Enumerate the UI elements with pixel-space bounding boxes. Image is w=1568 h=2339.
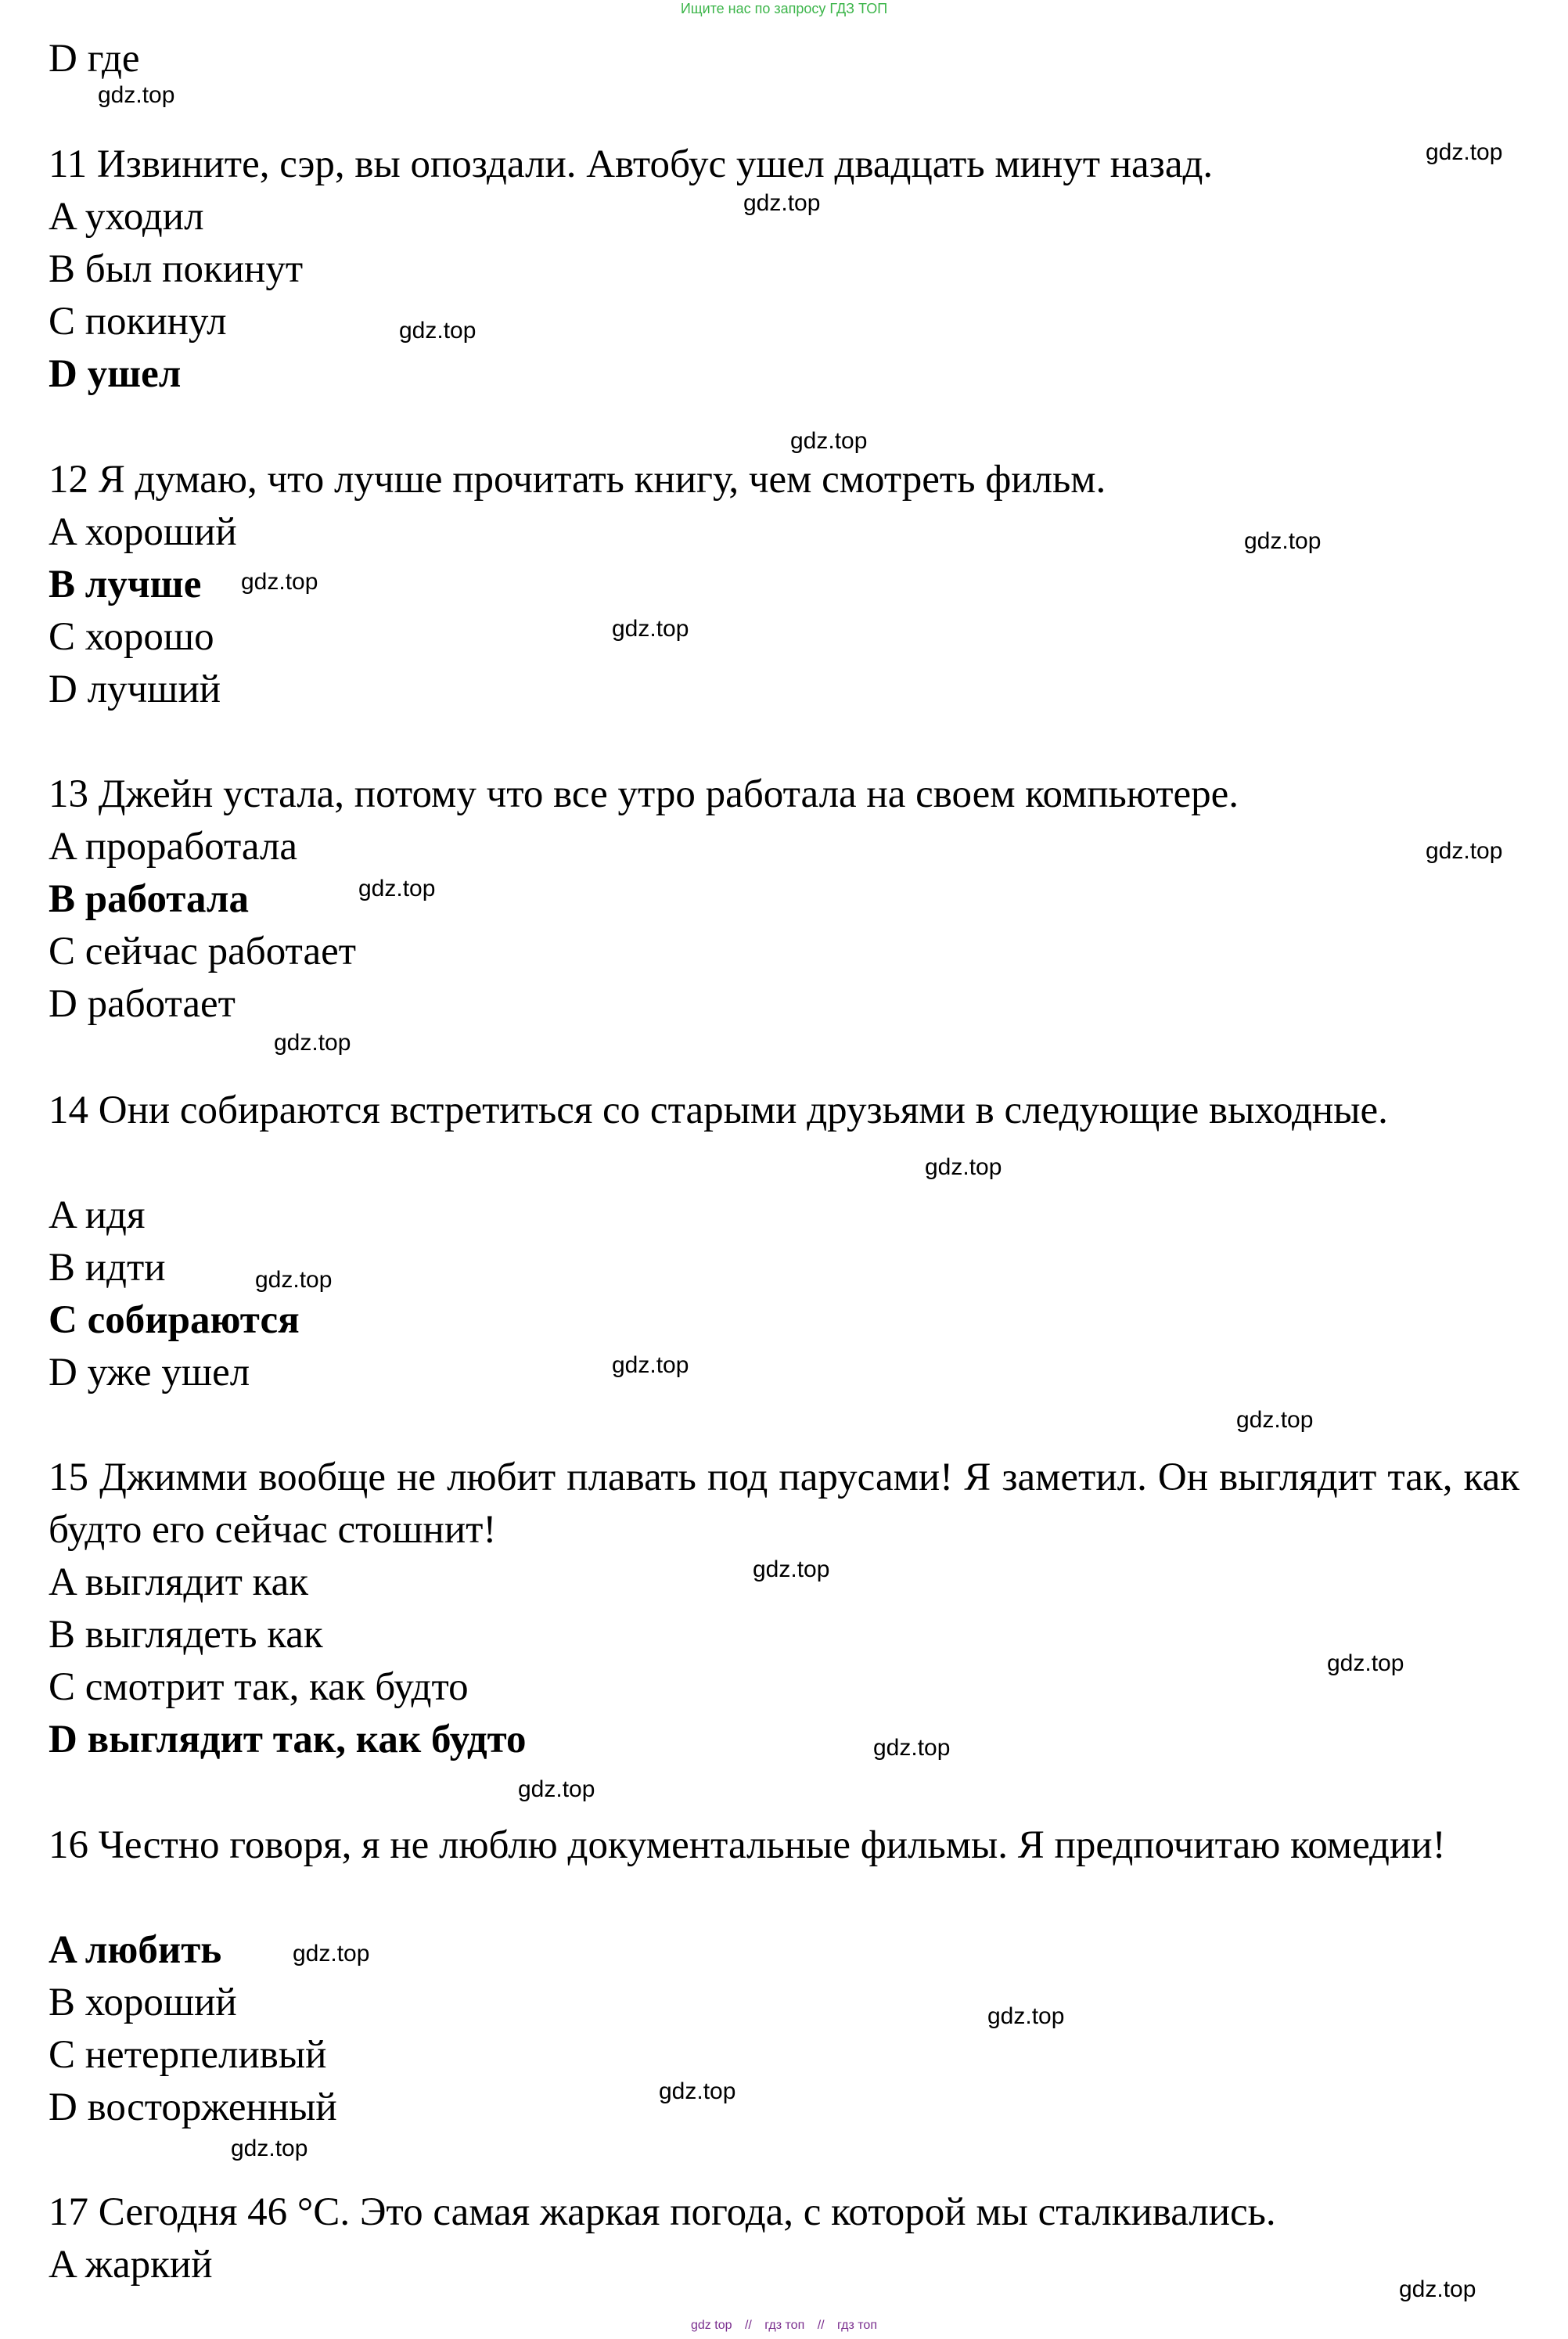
watermark: gdz.top: [612, 1352, 689, 1378]
watermark: gdz.top: [98, 82, 175, 108]
question-13-answer-b: B работала: [49, 877, 250, 921]
question-11-option-b: B был покинут: [49, 247, 304, 291]
question-16-option-d: D восторженный: [49, 2085, 337, 2129]
watermark: gdz.top: [1426, 139, 1503, 165]
watermark: gdz.top: [241, 569, 318, 595]
question-11-text: 11 Извините, сэр, вы опоздали. Автобус ушел двадцать минут назад.: [49, 142, 1214, 186]
watermark: gdz.top: [659, 2078, 736, 2104]
question-13-option-d: D работает: [49, 982, 236, 1026]
question-12-answer-b: B лучше: [49, 563, 202, 606]
question-14-answer-c: C собираются: [49, 1298, 300, 1342]
question-13-text: 13 Джейн устала, потому что все утро работала на своем компьютере.: [49, 772, 1239, 816]
question-14-text: 14 Они собираются встретиться со старыми друзьями в следующие выходные.: [49, 1089, 1388, 1132]
footer-separator: //: [817, 2319, 825, 2332]
watermark: gdz.top: [518, 1776, 595, 1802]
watermark: gdz.top: [293, 1941, 370, 1967]
watermark: gdz.top: [358, 876, 436, 901]
footer-link-gdz-top-ru-2[interactable]: гдз топ: [837, 2319, 877, 2332]
prev-option-d: D где: [49, 37, 140, 81]
watermark: gdz.top: [925, 1154, 1002, 1180]
question-15-option-c: C смотрит так, как будто: [49, 1665, 469, 1709]
watermark: gdz.top: [1236, 1407, 1314, 1433]
watermark: gdz.top: [231, 2136, 308, 2161]
question-17-text: 17 Сегодня 46 °C. Это самая жаркая погода, с которой мы сталкивались.: [49, 2190, 1276, 2234]
watermark: gdz.top: [743, 190, 821, 216]
footer-links: [0, 2318, 1568, 2334]
question-15-text: 15 Джимми вообще не любит плавать под парусами! Я заметил. Он выглядит так, как будто его сейчас стошнит!: [49, 1456, 1519, 1552]
question-15-option-b: B выглядеть как: [49, 1613, 323, 1657]
watermark: gdz.top: [274, 1030, 351, 1056]
question-11-option-c: C покинул: [49, 300, 227, 344]
watermark: gdz.top: [399, 318, 477, 344]
question-12-option-c: C хорошо: [49, 615, 214, 659]
question-13-option-a: A проработала: [49, 825, 298, 869]
footer-link-gdz-top[interactable]: gdz top: [691, 2319, 732, 2332]
watermark: gdz.top: [1426, 838, 1503, 864]
watermark: gdz.top: [612, 616, 689, 642]
top-search-notice[interactable]: Ищите нас по запросу ГДЗ ТОП: [680, 1, 888, 16]
watermark: gdz.top: [1399, 2276, 1476, 2302]
question-16-option-c: C нетерпеливый: [49, 2033, 327, 2077]
watermark: gdz.top: [753, 1556, 830, 1582]
question-12-option-d: D лучший: [49, 668, 221, 711]
watermark: gdz.top: [873, 1735, 951, 1761]
question-11-option-a: A уходил: [49, 195, 204, 239]
question-12-option-a: A хороший: [49, 510, 237, 554]
question-15-option-a: A выглядит как: [49, 1560, 309, 1604]
question-14-option-a: A идя: [49, 1193, 146, 1237]
watermark: gdz.top: [1244, 528, 1322, 554]
watermark: gdz.top: [790, 428, 868, 454]
question-12-text: 12 Я думаю, что лучше прочитать книгу, чем смотреть фильм.: [49, 458, 1106, 502]
question-11-answer-d: D ушел: [49, 352, 182, 396]
watermark: gdz.top: [255, 1267, 333, 1293]
question-16-option-b: B хороший: [49, 1981, 237, 2024]
question-14-option-b: B идти: [49, 1246, 166, 1290]
question-13-option-c: C сейчас работает: [49, 930, 357, 973]
footer-link-gdz-top-ru[interactable]: гдз топ: [764, 2319, 805, 2332]
question-15-answer-d: D выглядит так, как будто: [49, 1718, 527, 1761]
question-16-text: 16 Честно говоря, я не люблю документальные фильмы. Я предпочитаю комедии!: [49, 1823, 1446, 1867]
question-14-option-d: D уже ушел: [49, 1351, 250, 1394]
watermark: gdz.top: [987, 2003, 1065, 2029]
watermark: gdz.top: [1327, 1650, 1404, 1676]
question-17-option-a: A жаркий: [49, 2243, 213, 2287]
question-16-answer-a: A любить: [49, 1928, 222, 1972]
footer-separator: //: [744, 2319, 752, 2332]
